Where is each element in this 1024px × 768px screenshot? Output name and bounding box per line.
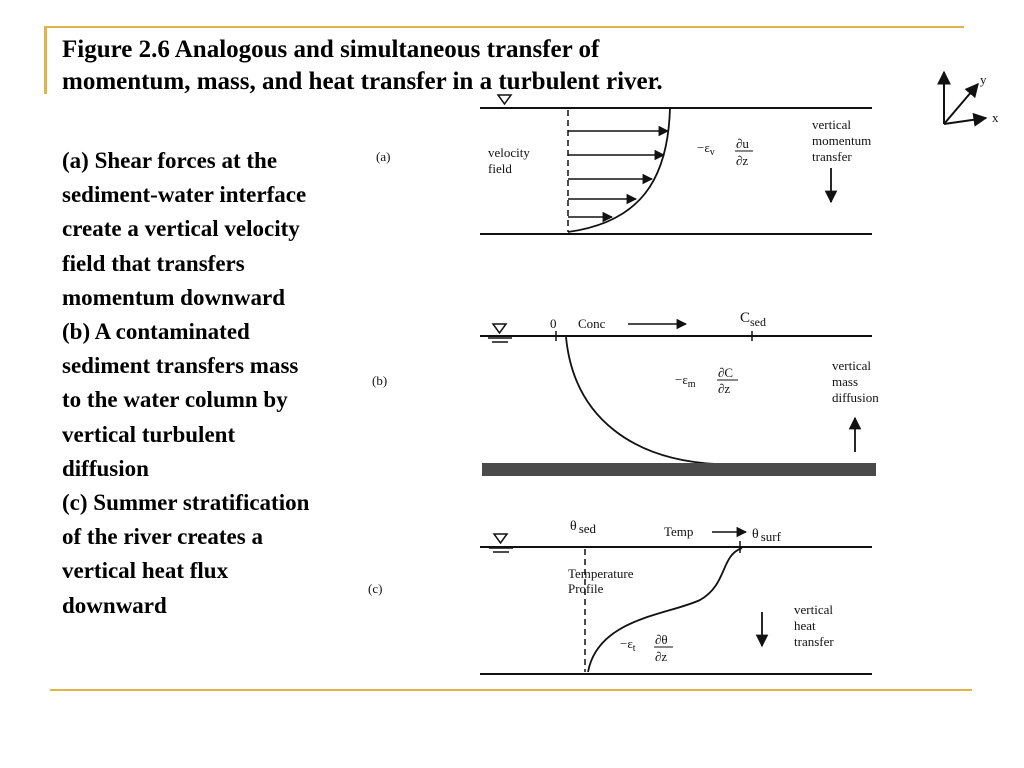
panel-b	[372, 310, 879, 476]
description-line: to the water column by	[62, 387, 288, 413]
description-line: diffusion	[62, 455, 149, 481]
panel-a-velocity-profile	[568, 108, 670, 232]
panel-b-label: (b)	[372, 373, 388, 388]
panel-b-coefficient: $-\varepsilon_m$	[675, 372, 696, 390]
panel-c	[368, 519, 872, 674]
panel-a	[376, 95, 874, 234]
panel-c-coefficient: $-\varepsilon_t$	[620, 636, 636, 654]
description-line: vertical turbulent	[62, 421, 236, 447]
title-line-1: Figure 2.6 Analogous and simultaneous transfer of	[62, 36, 600, 63]
panel-b-conc-label: Conc	[578, 316, 606, 331]
panel-b-csed-label: $C_{sed}$	[740, 310, 767, 329]
description-line: create a vertical velocity	[62, 216, 300, 242]
description-line: vertical heat flux	[62, 558, 229, 584]
velocity-arrows	[568, 131, 668, 217]
velocity-field-label: velocity field	[488, 145, 530, 176]
panel-b-derivative-denominator: ∂z	[718, 381, 731, 396]
panel-c-derivative-numerator: ∂θ	[655, 632, 668, 647]
description-line: (c) Summer stratification	[62, 490, 310, 516]
description-line: (a) Shear forces at the	[62, 148, 278, 173]
description-line: of the river creates a	[62, 524, 263, 550]
water-surface-icon	[498, 95, 511, 104]
panel-b-concentration-profile	[566, 337, 716, 464]
panel-a-label: (a)	[376, 149, 391, 164]
panel-a-coefficient: $-\varepsilon_v$	[697, 140, 715, 158]
water-surface-icon	[489, 534, 513, 552]
axis-x-label: x	[992, 110, 999, 125]
description-line: momentum downward	[62, 284, 285, 310]
axis-y-label: y	[980, 72, 987, 87]
panel-c-derivative-denominator: ∂z	[655, 649, 668, 664]
description-line: downward	[62, 592, 167, 618]
panel-a-derivative-denominator: ∂z	[736, 153, 749, 168]
description-line: (b) A contaminated	[62, 319, 250, 345]
description-line: sediment transfers mass	[62, 353, 299, 379]
title-line-2: momentum, mass, and heat transfer in a turbulent river.	[62, 68, 663, 95]
panel-c-label: (c)	[368, 581, 383, 596]
panel-c-temp-label: Temp	[664, 524, 694, 539]
description-line: field that transfers	[62, 250, 245, 276]
mass-diffusion-label: vertical mass diffusion	[832, 358, 879, 405]
momentum-transfer-label: vertical momentum transfer	[812, 117, 872, 164]
water-surface-icon	[488, 324, 512, 342]
panel-b-derivative-numerator: ∂C	[718, 365, 734, 380]
panel-a-derivative-numerator: ∂u	[736, 136, 749, 151]
description-line: sediment-water interface	[62, 182, 307, 208]
temperature-profile-label: Temperature Profile	[568, 566, 634, 596]
sediment-layer	[482, 463, 876, 476]
theta-sed-label: θ sed	[570, 519, 597, 536]
panel-b-zero-label: 0	[550, 316, 557, 331]
theta-surf-label: θ surf	[752, 527, 781, 544]
heat-transfer-label: vertical heat transfer	[794, 602, 834, 649]
